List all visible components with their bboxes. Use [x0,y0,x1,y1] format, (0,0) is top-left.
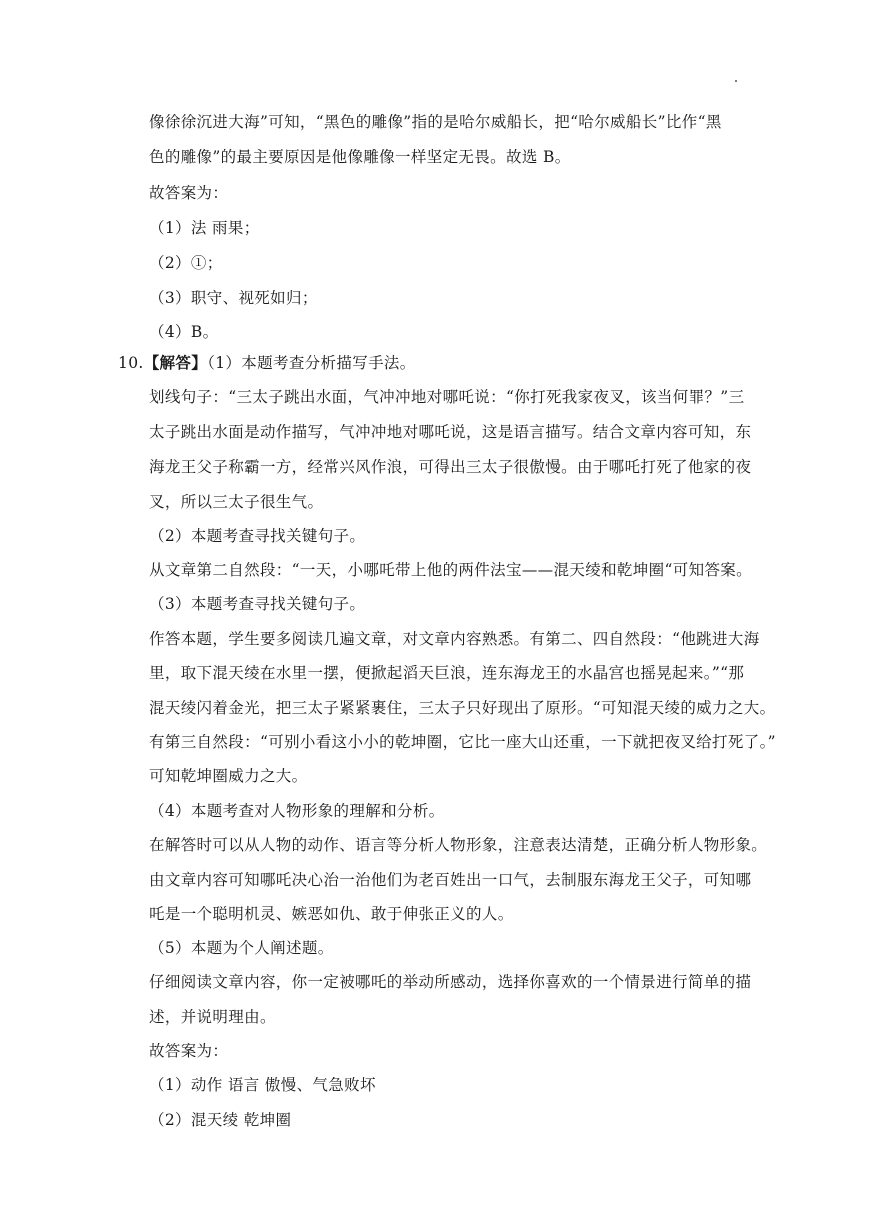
answer-tag: 【解答】 [143,353,208,372]
text-line: 从文章第二自然段：“一天，小哪吒带上他的两件法宝——混天绫和乾坤圈“可知答案。 [149,561,753,579]
text-line: （2）①； [149,254,223,272]
text-line: 由文章内容可知哪吒决心治一治他们为老百姓出一口气，去制服东海龙王父子，可知哪 [149,871,752,889]
text-line: （2）本题考查寻找关键句子。 [149,527,366,545]
text-line: （1）动作 语言 傲慢、气急败坏 [149,1076,376,1094]
text-line: 作答本题，学生要多阅读几遍文章，对文章内容熟悉。有第二、四自然段：“他跳进大海 [149,630,760,648]
text-line: 里，取下混天绫在水里一摆，便掀起滔天巨浪，连东海龙王的水晶宫也摇晃起来。”“那 [149,664,745,682]
text-line: 述，并说明理由。 [149,1008,276,1026]
text-line: 故答案为： [149,184,229,202]
text-line: 故答案为： [149,1042,229,1060]
text-line: 混天绫闪着金光，把三太子紧紧裹住，三太子只好现出了原形。“可知混天绫的威力之大。 [149,699,776,717]
text-line: 叉，所以三太子很生气。 [149,493,324,511]
question-number: 10. [118,354,144,372]
question-text: （1）本题考查分析描写手法。 [207,354,416,372]
text-line: 海龙王父子称霸一方，经常兴风作浪，可得出三太子很傲慢。由于哪吒打死了他家的夜 [149,458,752,476]
text-line: （3）本题考查寻找关键句子。 [149,595,366,613]
text-line: 在解答时可以从人物的动作、语言等分析人物形象，注意表达清楚，正确分析人物形象。 [149,836,768,854]
question-10-heading [118,352,416,374]
text-line: 吒是一个聪明机灵、嫉恶如仇、敢于伸张正义的人。 [149,905,514,923]
text-line: （4）本题考查对人物形象的理解和分析。 [149,802,445,820]
text-line: 色的雕像”的最主要原因是他像雕像一样坚定无畏。故选 B。 [149,148,571,166]
text-line: 可知乾坤圈威力之大。 [149,767,308,785]
text-line: 有第三自然段：“可别小看这小小的乾坤圈，它比一座大山还重，一下就把夜叉给打死了。” [149,733,776,751]
header-dot [735,80,737,82]
text-line: 仔细阅读文章内容，你一定被哪吒的举动所感动，选择你喜欢的一个情景进行简单的描 [149,973,752,991]
text-line: 划线句子：“三太子跳出水面，气冲冲地对哪吒说：“你打死我家夜叉，该当何罪？”三 [149,388,745,406]
text-line: （4）B。 [149,323,219,341]
text-line: 太子跳出水面是动作描写，气冲冲地对哪吒说，这是语言描写。结合文章内容可知，东 [149,423,752,441]
text-line: （2）混天绫 乾坤圈 [149,1111,292,1129]
text-line: 像徐徐沉进大海”可知，“黑色的雕像”指的是哈尔威船长，把“哈尔威船长”比作“黑 [149,113,722,131]
text-line: （1）法 雨果； [149,219,260,237]
text-line: （3）职守、视死如归； [149,289,318,307]
text-line: （5）本题为个人阐述题。 [149,939,334,957]
